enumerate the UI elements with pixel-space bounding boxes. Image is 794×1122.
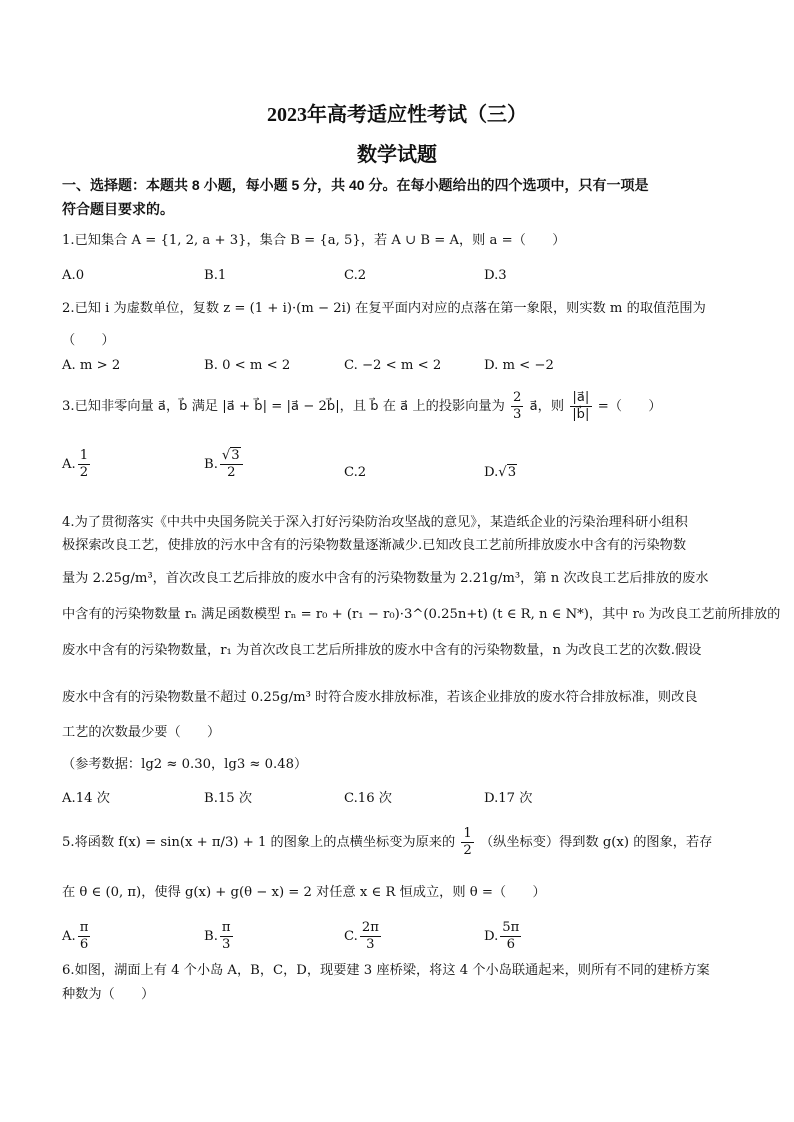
q5-stem-line1 bbox=[62, 826, 742, 860]
q4-line2: 极探索改良工艺，使排放的污水中含有的污染物数量逐渐减少.已知改良工艺前所排放废水中含有的污染物数 bbox=[62, 538, 687, 553]
section-heading bbox=[62, 173, 742, 221]
q4-line5: 废水中含有的污染物数量，r₁ 为首次改良工艺后所排放的废水中含有的污染物数量，n 为改良工艺的次数.假设 bbox=[62, 643, 702, 658]
q4-line3: 量为 2.25g/m³，首次改良工艺后排放的废水中含有的污染物数量为 2.21g/m³，第 n 次改良工艺后排放的废水 bbox=[62, 571, 709, 586]
q5-option-b[interactable] bbox=[204, 920, 235, 954]
q5-option-a-num: π bbox=[79, 920, 89, 935]
q5-half-num: 1 bbox=[463, 826, 472, 841]
q3-option-b-den: 2 bbox=[227, 465, 236, 480]
q3-proj-den: 3 bbox=[512, 407, 522, 422]
q5-option-d-prefix: D. bbox=[484, 929, 499, 944]
q3-option-a-den: 2 bbox=[79, 465, 89, 480]
q3-ratio-den: |b⃗| bbox=[572, 407, 590, 422]
q3-option-a-prefix: A. bbox=[62, 457, 76, 472]
q1-stem: 1.已知集合 A = {1, 2, a + 3}，集合 B = {a, 5}，若 A ∪ B = A，则 a =（ ） bbox=[62, 233, 566, 248]
q2-stem-line1: 2.已知 i 为虚数单位，复数 z = (1 + i)·(m − 2i) 在复平面内对应的点落在第一象限，则实数 m 的取值范围为 bbox=[62, 301, 706, 316]
q5-option-b-num: π bbox=[221, 920, 231, 935]
q1-option-d[interactable]: D.3 bbox=[484, 268, 507, 283]
q5-option-b-fraction bbox=[220, 920, 233, 953]
q3-option-b-num: √3 bbox=[220, 448, 243, 465]
q1-option-c[interactable]: C.2 bbox=[344, 268, 367, 283]
q4-line4: 中含有的污染物数量 rₙ 满足函数模型 rₙ = r₀ + (r₁ − r₀)·3^(0.25n+t) (t ∈ R, n ∈ N*)，其中 r₀ 为改良工艺前所排放的 bbox=[62, 607, 781, 622]
q4-option-d[interactable]: D.17 次 bbox=[484, 791, 533, 806]
q3-stem-part-a: 3.已知非零向量 a⃗，b⃗ 满足 |a⃗ + b⃗| = |a⃗ − 2b⃗|，且 b⃗ 在 a⃗ 上的投影向量为 bbox=[62, 399, 505, 414]
q4-option-a[interactable]: A.14 次 bbox=[62, 791, 110, 806]
q3-option-d-prefix: D. bbox=[484, 465, 499, 480]
q3-stem-part-b: a⃗，则 bbox=[529, 399, 565, 414]
q2-option-b[interactable]: B. 0 < m < 2 bbox=[204, 358, 291, 373]
q3-ratio-num: |a⃗| bbox=[570, 390, 591, 407]
q5-option-d-num: 5π bbox=[502, 920, 520, 935]
q5-half-fraction bbox=[461, 826, 473, 859]
q3-projection-fraction bbox=[511, 390, 523, 423]
q3-option-d[interactable]: D.√3 bbox=[484, 465, 517, 480]
q3-option-a-fraction bbox=[78, 448, 90, 481]
q2-option-c[interactable]: C. −2 < m < 2 bbox=[344, 358, 442, 373]
q1-option-a[interactable]: A.0 bbox=[62, 268, 85, 283]
q5-option-c-fraction bbox=[360, 920, 381, 953]
q2-stem-line2: （ ） bbox=[62, 333, 115, 348]
q5-option-c-den: 3 bbox=[366, 937, 375, 952]
q5-stem-line2: 在 θ ∈ (0, π)，使得 g(x) + g(θ − x) = 2 对任意 x ∈ R 恒成立，则 θ =（ ） bbox=[62, 885, 546, 900]
q3-stem-part-c: =（ ） bbox=[597, 399, 662, 414]
q6-line2: 种数为（ ） bbox=[62, 987, 155, 1002]
q5-option-d-fraction bbox=[500, 920, 521, 953]
q3-option-d-radicand: 3 bbox=[507, 465, 517, 480]
exam-title: 2023年高考适应性考试（三） bbox=[267, 104, 527, 126]
q5-half-den: 2 bbox=[463, 843, 472, 858]
q5-option-a-den: 6 bbox=[79, 937, 89, 952]
q5-stem-part-a: 5.将函数 f(x) = sin(x + π/3) + 1 的图象上的点横坐标变为原来的 bbox=[62, 835, 456, 850]
section-heading-line1: 一、选择题：本题共 8 小题，每小题 5 分，共 40 分。在每小题给出的四个选项中，只有一项是 bbox=[62, 177, 649, 193]
q5-option-a[interactable] bbox=[62, 920, 92, 954]
q5-stem-part-b: （纵坐标变）得到数 g(x) 的图象，若存 bbox=[479, 835, 713, 850]
q5-option-a-prefix: A. bbox=[62, 929, 76, 944]
section-heading-line2: 符合题目要求的。 bbox=[62, 201, 174, 217]
q2-option-d[interactable]: D. m < −2 bbox=[484, 358, 554, 373]
q5-option-b-prefix: B. bbox=[204, 929, 218, 944]
q5-option-a-fraction bbox=[78, 920, 91, 953]
q4-line1: 4.为了贯彻落实《中共中央国务院关于深入打好污染防治攻坚战的意见》，某造纸企业的污染治理科研小组积 bbox=[62, 515, 688, 530]
q3-option-b-fraction bbox=[220, 448, 243, 481]
exam-subtitle: 数学试题 bbox=[357, 144, 437, 166]
q3-option-a[interactable] bbox=[62, 448, 92, 482]
q3-option-b-radicand: 3 bbox=[231, 448, 240, 463]
q5-option-c[interactable] bbox=[344, 920, 383, 954]
q5-option-d[interactable] bbox=[484, 920, 523, 954]
q6-line1: 6.如图，湖面上有 4 个小岛 A，B，C，D，现要建 3 座桥梁，将这 4 个小岛联通起来，则所有不同的建桥方案 bbox=[62, 963, 710, 978]
q3-proj-num: 2 bbox=[512, 390, 522, 405]
q3-option-b[interactable] bbox=[204, 448, 245, 482]
q2-option-a[interactable]: A. m > 2 bbox=[62, 358, 121, 373]
q3-option-a-num: 1 bbox=[79, 448, 89, 463]
q5-option-c-num: 2π bbox=[361, 920, 379, 935]
q4-reference-data: （参考数据：lg2 ≈ 0.30，lg3 ≈ 0.48） bbox=[62, 757, 308, 772]
q3-stem bbox=[62, 390, 742, 424]
q5-option-d-den: 6 bbox=[506, 937, 516, 952]
q5-option-b-den: 3 bbox=[222, 937, 231, 952]
q3-option-b-prefix: B. bbox=[204, 457, 218, 472]
q4-option-b[interactable]: B.15 次 bbox=[204, 791, 253, 806]
q4-option-c[interactable]: C.16 次 bbox=[344, 791, 392, 806]
q3-option-c[interactable]: C.2 bbox=[344, 465, 367, 480]
q5-option-c-prefix: C. bbox=[344, 929, 358, 944]
q3-ratio-fraction bbox=[570, 390, 591, 423]
q4-line6: 废水中含有的污染物数量不超过 0.25g/m³ 时符合废水排放标准，若该企业排放的废水符合排放标准，则改良 bbox=[62, 690, 698, 705]
q1-option-b[interactable]: B.1 bbox=[204, 268, 227, 283]
q4-line7: 工艺的次数最少要（ ） bbox=[62, 725, 221, 740]
